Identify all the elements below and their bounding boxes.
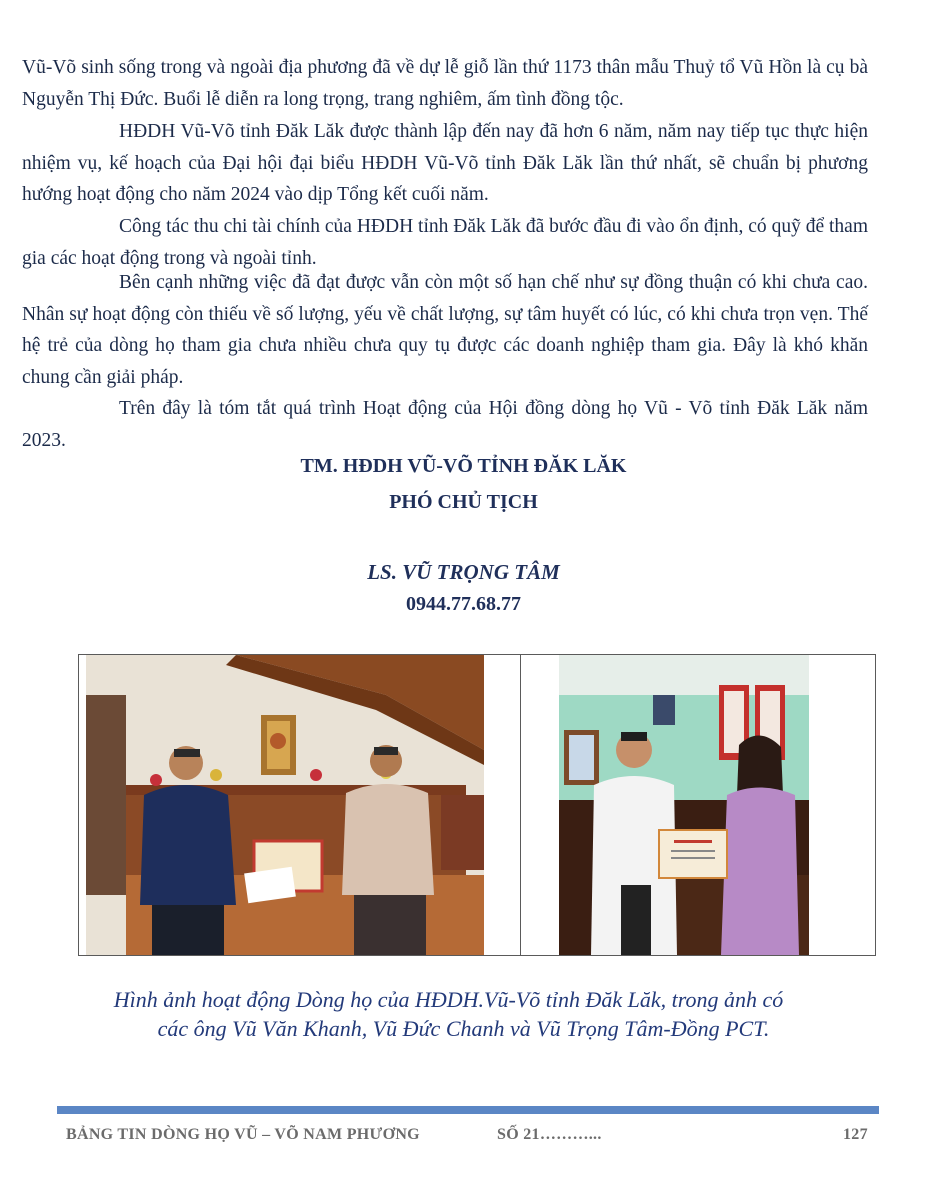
paragraph-4: Bên cạnh những việc đã đạt được vẫn còn một số hạn chế như sự đồng thuận có khi chưa cao. Nhân sự hoạt động còn thiếu về số lượng, yếu về chất lượng, sự tâm huyết có lúc, có khi chưa trọn vẹn. Thế hệ trẻ của dòng họ tham gia chưa nhiều chưa quy tụ được các doanh nghiệp tham gia. Đây là khó khăn chung cần giải pháp. (22, 272, 868, 388)
paragraph-2: HĐDH Vũ-Võ tỉnh Đăk Lăk được thành lập đến nay đã hơn 6 năm, năm nay tiếp tục thực hiện nhiệm vụ, kế hoạch của Đại hội đại biểu HĐDH Vũ-Võ tỉnh Đăk Lăk lần thứ nhất, sẽ chuẩn bị phương hướng hoạt động cho năm 2024 vào dịp Tổng kết cuối năm. (22, 121, 868, 206)
paragraph-5: Trên đây là tóm tắt quá trình Hoạt động của Hội đồng dòng họ Vũ - Võ tỉnh Đăk Lăk năm 2023. (22, 398, 868, 451)
paragraph-3: Công tác thu chi tài chính của HĐDH tỉnh Đăk Lăk đã bước đầu đi vào ổn định, có quỹ để tham gia các hoạt động trong và ngoài tỉnh. (22, 216, 868, 269)
footer-bar (57, 1106, 879, 1114)
signature-phone: 0944.77.68.77 (406, 593, 521, 615)
footer-title: BẢNG TIN DÒNG HỌ VŨ – VÕ NAM PHƯƠNG (66, 1126, 420, 1143)
signature-name: LS. VŨ TRỌNG TÂM (367, 560, 560, 584)
photo-caption-line-1: Hình ảnh hoạt động Dòng họ của HĐDH.Vũ-Võ tỉnh Đăk Lăk, trong ảnh có (113, 987, 784, 1012)
photo-frame (78, 654, 876, 956)
photo-ceremony-right (559, 655, 809, 955)
paragraph-1: Vũ-Võ sinh sống trong và ngoài địa phương đã về dự lễ giỗ lần thứ 1173 thân mẫu Thuỷ tổ Vũ Hồn là cụ bà Nguyễn Thị Đức. Buổi lễ diễn ra long trọng, trang nghiêm, ấm tình đồng tộc. (22, 57, 868, 110)
signature-org: TM. HĐDH VŨ-VÕ TỈNH ĐĂK LĂK (300, 455, 627, 477)
signature-role: PHÓ CHỦ TỊCH (389, 491, 538, 513)
photo-ceremony-left (86, 655, 484, 955)
page-number: 127 (843, 1126, 868, 1143)
photo-caption-line-2: các ông Vũ Văn Khanh, Vũ Đức Chanh và Vũ Trọng Tâm-Đồng PCT. (157, 1016, 770, 1041)
footer-issue: SỐ 21………... (497, 1126, 602, 1143)
photo-divider (520, 655, 521, 955)
